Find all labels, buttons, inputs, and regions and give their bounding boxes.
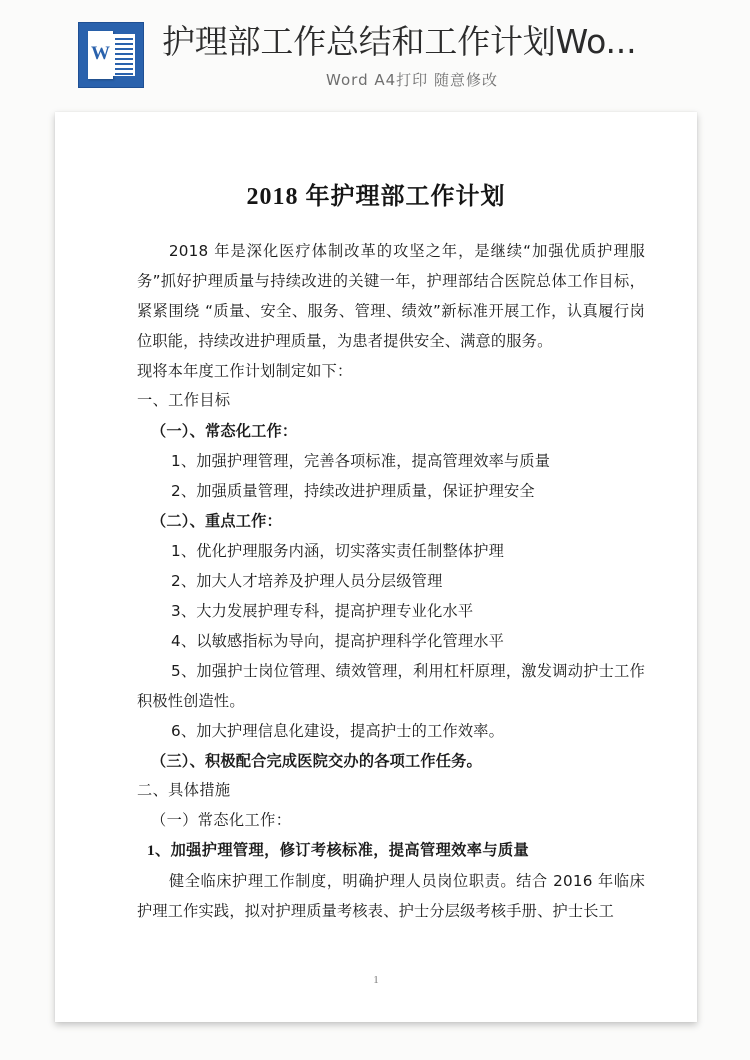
heading-section-2: 二、具体措施 bbox=[137, 782, 231, 799]
list-item-1-2-3: 3、大力发展护理专科，提高护理专业化水平 bbox=[171, 602, 474, 620]
app-header bbox=[0, 0, 750, 108]
list-item-1-2-5: 5、加强护士岗位管理、绩效管理，利用杠杆原理，激发调动护士工作积极性创造性。 bbox=[137, 662, 645, 710]
heading-section-1-3: （三）、积极配合完成医院交办的各项工作任务。 bbox=[151, 752, 482, 770]
heading-section-2-1-1: 1、加强护理管理，修订考核标准，提高管理效率与质量 bbox=[147, 842, 530, 859]
list-item-1-1-1: 1、加强护理管理，完善各项标准，提高管理效率与质量 bbox=[171, 452, 551, 470]
list-item-1-2-6: 6、加大护理信息化建设，提高护士的工作效率。 bbox=[171, 722, 505, 740]
paragraph-intro: 2018 年是深化医疗体制改革的攻坚之年，是继续“加强优质护理服务”抓好护理质量与持续改进的关键一年，护理部结合医院总体工作目标，紧紧围绕 “质量、安全、服务、管理、绩效”新标准开展工作，认真履行岗位职能，持续改进护理质量，为患者提供安全、满意的服务。 bbox=[137, 242, 645, 350]
page-subtitle: Word A4打印 随意修改 bbox=[326, 71, 498, 89]
list-item-1-2-2: 2、加大人才培养及护理人员分层级管理 bbox=[171, 572, 443, 590]
heading-section-1-2: （二）、重点工作： bbox=[151, 512, 282, 530]
word-icon-page-left bbox=[88, 31, 113, 79]
list-item-1-2-1: 1、优化护理服务内涵，切实落实责任制整体护理 bbox=[171, 542, 505, 560]
document-content bbox=[55, 236, 697, 926]
document-page bbox=[55, 112, 697, 1022]
page-number: 1 bbox=[373, 974, 379, 986]
header-content bbox=[78, 18, 698, 96]
paragraph-2-1-1: 健全临床护理工作制度，明确护理人员岗位职责。结合 2016 年临床护理工作实践，拟对护理质量考核表、护士分层级考核手册、护士长工 bbox=[137, 872, 645, 920]
document-body bbox=[55, 112, 697, 926]
word-icon-page-lines bbox=[113, 34, 135, 76]
word-icon-letter: W bbox=[91, 43, 110, 64]
heading-section-2-1: （一）常态化工作： bbox=[151, 812, 292, 829]
list-item-1-1-2: 2、加强质量管理，持续改进护理质量，保证护理安全 bbox=[171, 482, 535, 500]
heading-section-1: 一、工作目标 bbox=[137, 392, 231, 409]
document-heading: 2018 年护理部工作计划 bbox=[246, 184, 506, 210]
word-document-icon bbox=[78, 22, 144, 88]
list-item-1-2-4: 4、以敏感指标为导向，提高护理科学化管理水平 bbox=[171, 632, 505, 650]
paragraph-intro-closing: 现将本年度工作计划制定如下： bbox=[137, 362, 353, 380]
heading-section-1-1: （一）、常态化工作： bbox=[151, 422, 298, 440]
page-title: 护理部工作总结和工作计划Wo... bbox=[162, 22, 637, 61]
